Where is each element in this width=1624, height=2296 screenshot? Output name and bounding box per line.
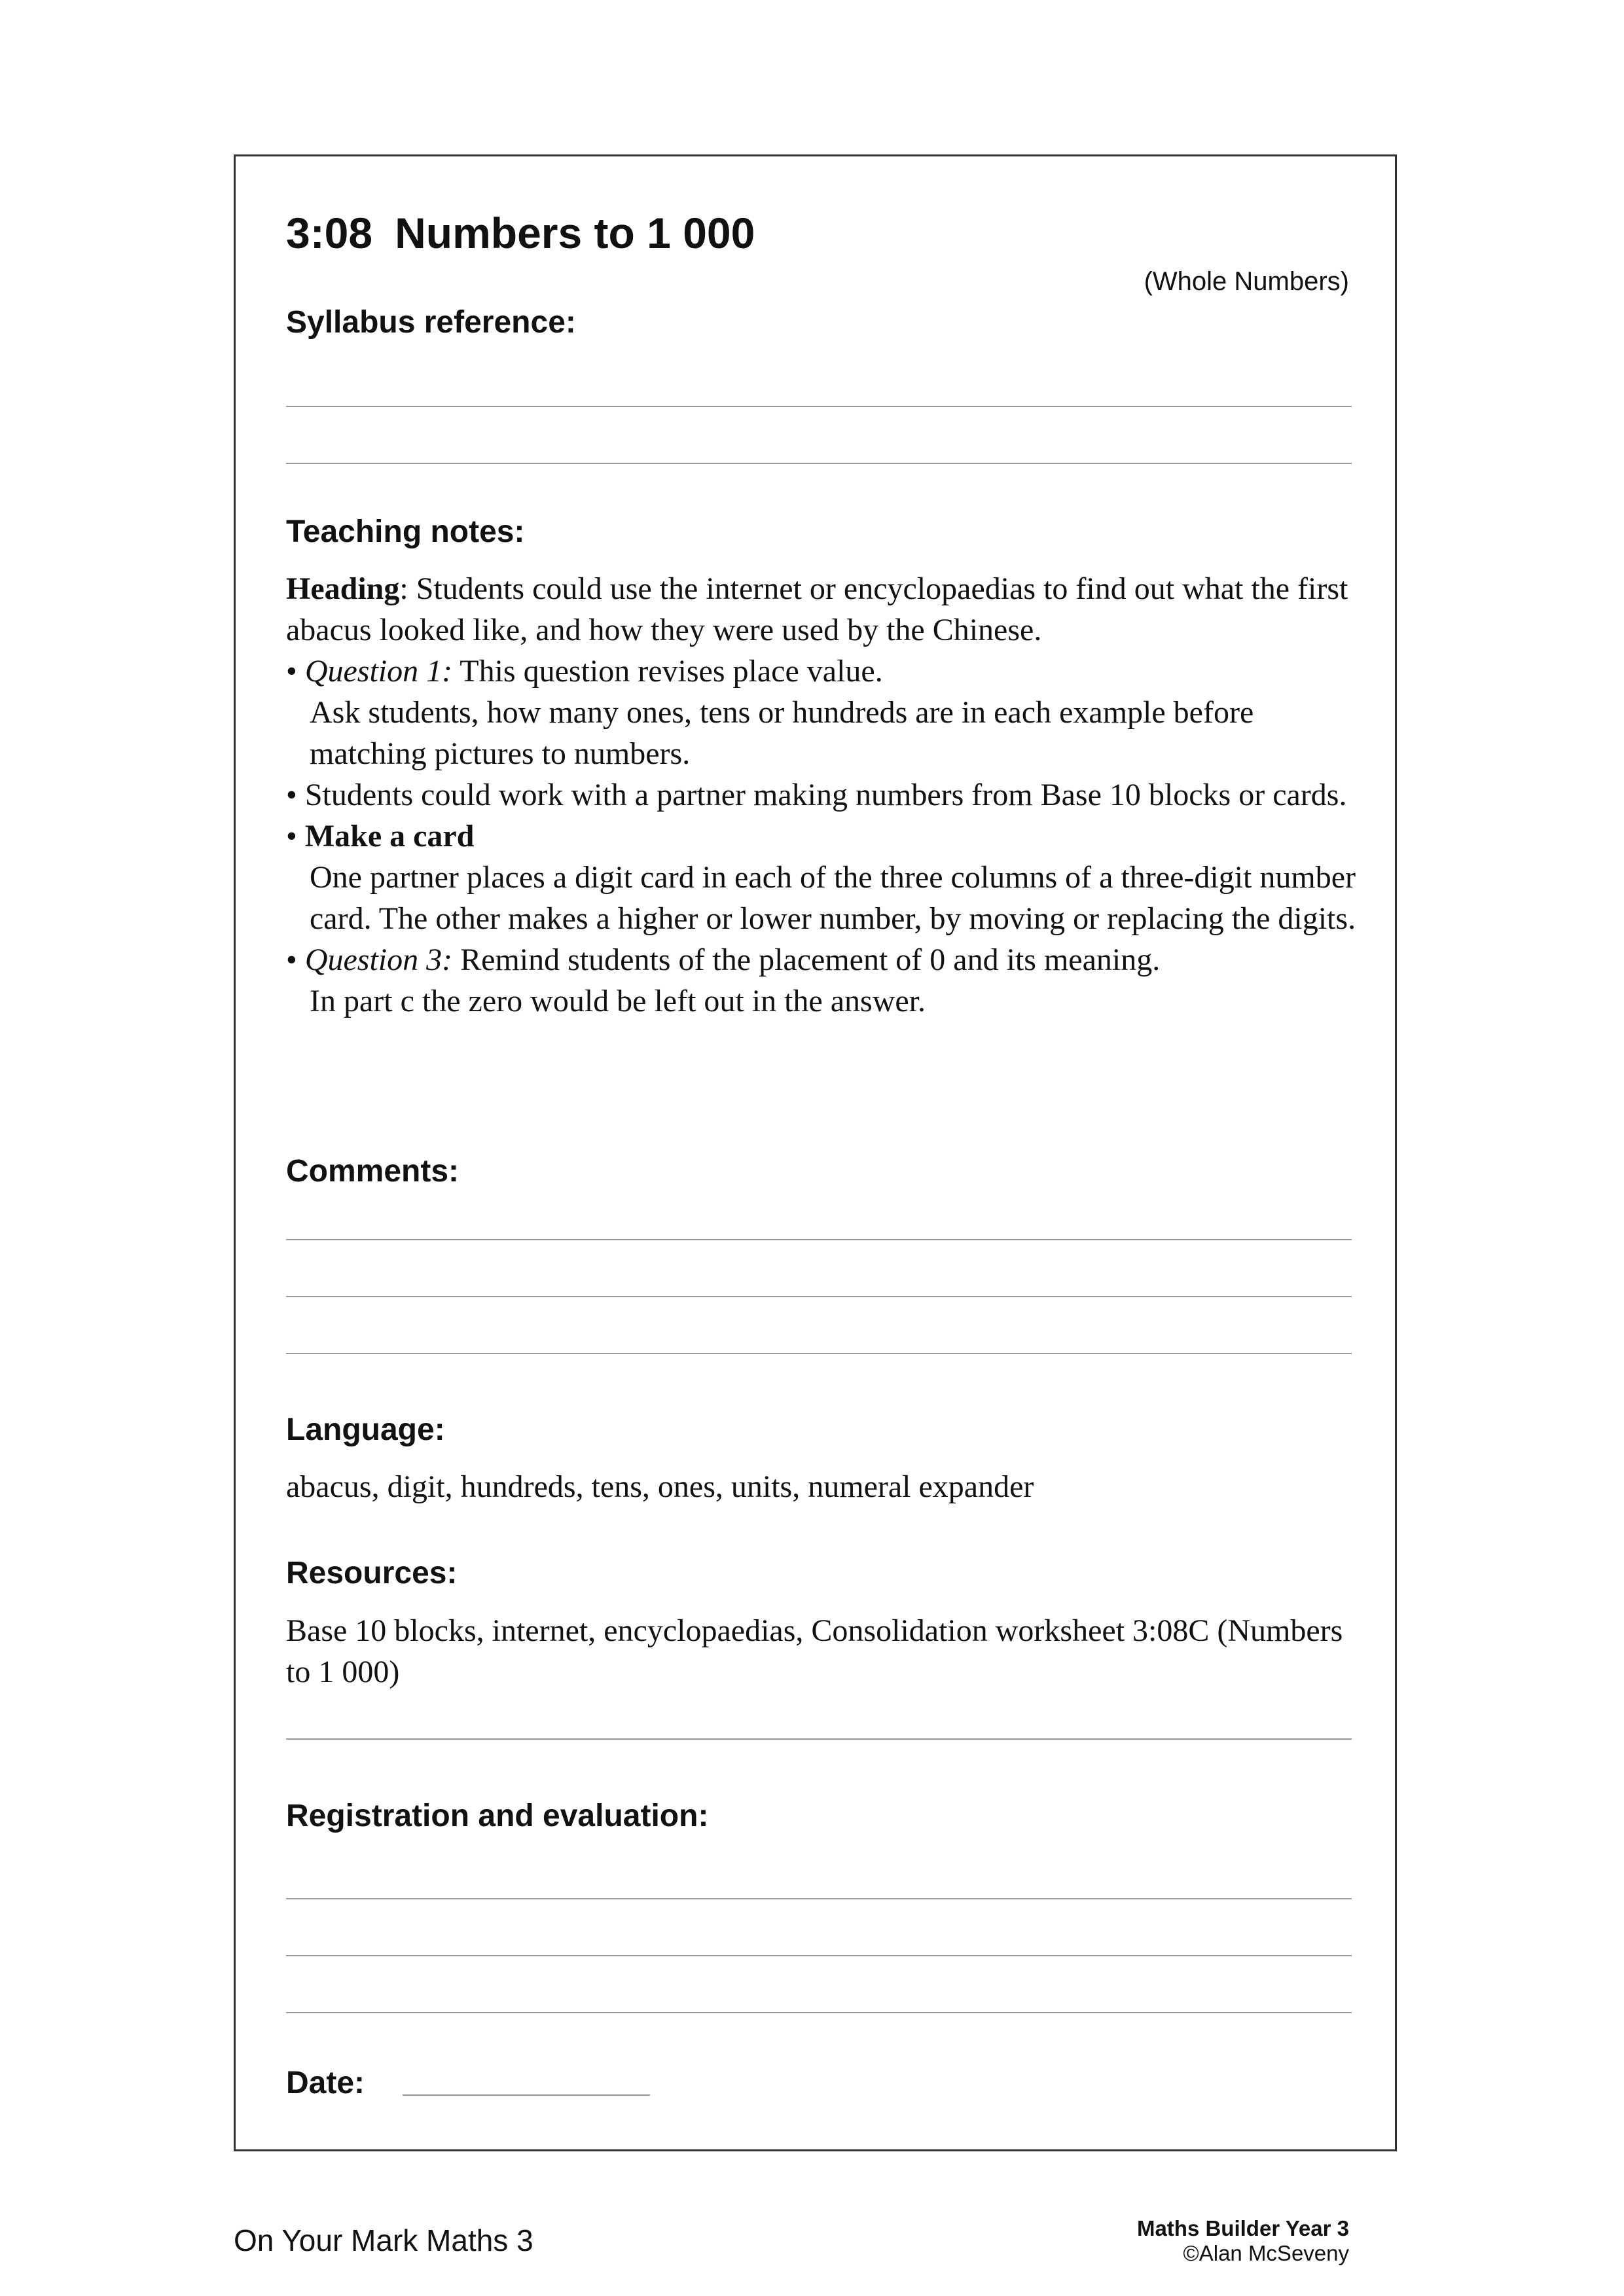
notes-bullet: • Question 1: This question revises place value.: [286, 654, 883, 689]
writing-line: [286, 1738, 1352, 1740]
teaching-notes: [286, 568, 1360, 1022]
notes-text: Students could work with a partner making numbers from Base 10 blocks or cards.: [304, 778, 1347, 812]
notes-text: Remind students of the placement of 0 and its meaning.: [452, 942, 1161, 977]
footer-series: On Your Mark Maths 3: [234, 2223, 533, 2257]
notes-text: This question revises place value.: [452, 654, 883, 689]
notes-continuation: Ask students, how many ones, tens or hundreds are in each example before matching pictures to numbers.: [310, 695, 1254, 771]
notes-bullet: • Question 3: Remind students of the placement of 0 and its meaning.: [286, 942, 1161, 977]
date-field-line: [403, 2094, 650, 2096]
date-label: Date:: [286, 2066, 365, 2100]
writing-line: [286, 1239, 1352, 1240]
writing-line: [286, 2012, 1352, 2013]
notes-text: : Students could use the internet or encyclopaedias to find out what the first abacus looked like, and how they were used by the Chinese.: [286, 571, 1348, 647]
language-heading: Language:: [286, 1412, 445, 1447]
notes-italic: Question 3:: [304, 942, 453, 977]
notes-bold: Make a card: [304, 819, 475, 853]
footer-book-title: Maths Builder Year 3: [1136, 2216, 1349, 2240]
registration-heading: Registration and evaluation:: [286, 1799, 709, 1833]
writing-line: [286, 406, 1352, 407]
writing-line: [286, 1898, 1352, 1899]
teaching-notes-heading: Teaching notes:: [286, 514, 525, 549]
notes-continuation: In part c the zero would be left out in the answer.: [310, 984, 926, 1018]
writing-line: [286, 1296, 1352, 1297]
notes-continuation: One partner places a digit card in each of the three columns of a three-digit number card. The other makes a higher or lower number, by moving or replacing the digits.: [310, 860, 1356, 936]
writing-line: [286, 1955, 1352, 1956]
lesson-code: 3:08: [286, 209, 373, 257]
writing-line: [286, 463, 1352, 464]
notes-paragraph: [286, 568, 1360, 651]
page-title: [286, 208, 755, 258]
notes-bold: Heading: [286, 571, 400, 606]
language-text: abacus, digit, hundreds, tens, ones, units, numeral expander: [286, 1469, 1034, 1504]
notes-bullet: • Students could work with a partner making numbers from Base 10 blocks or cards.: [286, 778, 1347, 812]
footer-book-info: [1137, 2216, 1349, 2266]
notes-bullet: • Make a card: [286, 819, 475, 853]
subject-label: (Whole Numbers): [1144, 267, 1349, 296]
lesson-title: Numbers to 1 000: [395, 209, 755, 257]
syllabus-heading: Syllabus reference:: [286, 305, 576, 340]
notes-italic: Question 1:: [304, 654, 453, 689]
writing-line: [286, 1353, 1352, 1354]
comments-heading: Comments:: [286, 1154, 460, 1189]
footer-copyright: ©Alan McSeveny: [1183, 2241, 1349, 2265]
resources-text: Base 10 blocks, internet, encyclopaedias, Consolidation worksheet 3:08C (Numbers to 1 000): [286, 1613, 1343, 1689]
resources-heading: Resources:: [286, 1556, 458, 1590]
